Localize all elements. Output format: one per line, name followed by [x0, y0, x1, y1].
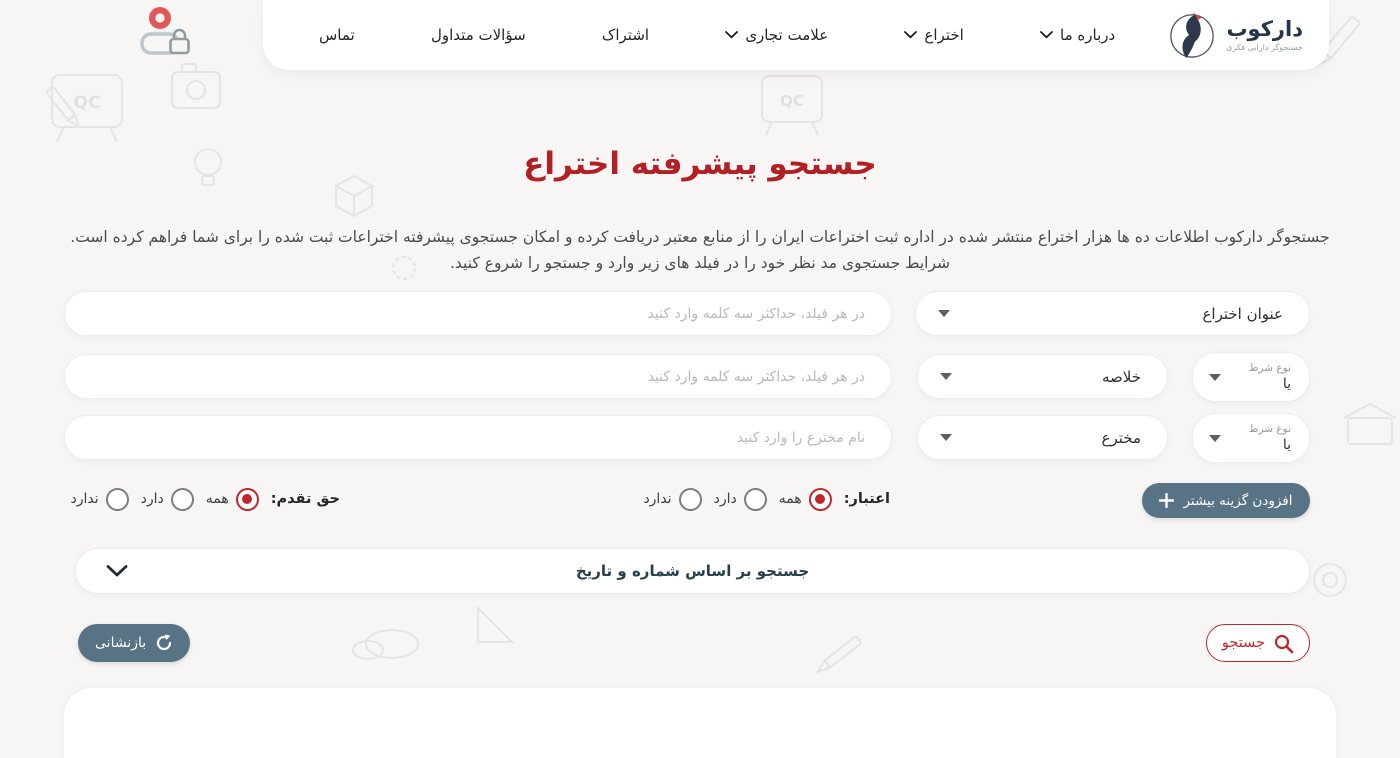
doodle-qc-text: QC: [73, 93, 101, 113]
search-label: جستجو: [1221, 635, 1265, 651]
nav-label-about: درباره ما: [1060, 26, 1116, 44]
condition-label: نوع شرط: [1248, 422, 1291, 435]
doodle-pencil-3: [815, 636, 862, 675]
refresh-icon: [155, 634, 173, 652]
doodle-target: [1314, 564, 1346, 596]
add-more-label: افزودن گزینه بیشتر: [1183, 492, 1293, 509]
validity-option-hasnot[interactable]: [643, 488, 701, 511]
priority-option-all-label: همه: [205, 491, 229, 507]
radio-selected-icon[interactable]: [236, 488, 259, 511]
nav-label-faq: سؤالات متداول: [430, 26, 526, 44]
doodle-cloud: [353, 630, 418, 659]
validity-radio-group: [643, 486, 890, 512]
validity-group-label: اعتبار:: [843, 491, 890, 507]
nav-item-subscription[interactable]: [602, 26, 649, 44]
condition-value: یا: [1282, 437, 1291, 454]
priority-radio-group: [70, 486, 340, 512]
radio-unselected-icon[interactable]: [744, 488, 767, 511]
field-select-abstract-label: خلاصه: [1101, 367, 1141, 386]
dropdown-caret-icon: [1209, 374, 1221, 381]
reset-button[interactable]: [78, 624, 190, 662]
nav-label-contact: تماس: [319, 26, 355, 44]
number-date-toggle-label: جستجو بر اساس شماره و تاریخ: [575, 562, 810, 580]
brand-name: دارکوب: [1226, 16, 1303, 41]
dropdown-caret-icon: [1209, 435, 1221, 442]
condition-value: یا: [1282, 376, 1291, 393]
doodle-camera: [172, 64, 220, 108]
chevron-down-icon: [725, 31, 738, 39]
top-navigation-bar: [263, 0, 1329, 70]
inventor-name-input[interactable]: [64, 415, 892, 460]
doodle-qc-board: [52, 75, 122, 142]
dropdown-caret-icon: [940, 434, 952, 441]
condition-label: نوع شرط: [1248, 361, 1291, 374]
reset-label: بازنشانی: [95, 635, 147, 651]
user-login-icon[interactable]: [133, 4, 195, 64]
validity-option-all-label: همه: [778, 491, 802, 507]
priority-option-has[interactable]: [141, 488, 194, 511]
dropdown-caret-icon: [938, 310, 950, 317]
validity-option-has-label: دارد: [713, 491, 737, 507]
dropdown-caret-icon: [940, 373, 952, 380]
chevron-down-icon: [1040, 31, 1053, 39]
nav-item-trademark[interactable]: [725, 26, 828, 44]
search-button[interactable]: [1206, 624, 1310, 662]
number-date-search-toggle[interactable]: [75, 548, 1310, 594]
condition-select-abstract[interactable]: [1192, 352, 1310, 402]
title-keywords-input[interactable]: [64, 291, 892, 336]
doodle-pencil-2: [46, 86, 82, 129]
nav-item-patent[interactable]: [904, 26, 963, 44]
doodle-cube: [336, 176, 372, 216]
radio-unselected-icon[interactable]: [106, 488, 129, 511]
priority-group-label: حق تقدم:: [270, 491, 340, 507]
page-description: جستجوگر دارکوب اطلاعات ده ها هزار اختراع منتشر شده در اداره ثبت اختراعات ایران را از منابع معتبر دریافت کرده و امکان جستجوی پیشرفته اختراعات ثبت شده را برای شما فراهم کرده است. شرایط جستجوی مد نظر خود را در فیلد های زیر وارد و جستجو را شروع کنید.: [70, 228, 1330, 272]
field-select-abstract[interactable]: [917, 354, 1168, 399]
nav-item-about[interactable]: [1040, 26, 1115, 44]
nav-label-subscription: اشتراک: [601, 26, 650, 44]
validity-option-hasnot-label: ندارد: [643, 491, 672, 507]
abstract-keywords-input[interactable]: [64, 354, 892, 399]
doodle-qc-board-2: [762, 76, 822, 135]
nav-label-patent: اختراع: [924, 26, 964, 44]
woodpecker-logo-icon: [1167, 9, 1217, 61]
priority-option-has-label: دارد: [140, 491, 164, 507]
nav-item-faq[interactable]: [431, 26, 526, 44]
lock-icon: [171, 30, 189, 53]
validity-option-has[interactable]: [714, 488, 767, 511]
radio-unselected-icon[interactable]: [679, 488, 702, 511]
validity-option-all[interactable]: [779, 488, 832, 511]
priority-option-hasnot-label: ندارد: [70, 491, 99, 507]
nav-label-trademark: علامت تجاری: [745, 26, 829, 44]
doodle-building: [1344, 404, 1396, 444]
priority-option-all[interactable]: [206, 488, 259, 511]
radio-unselected-icon[interactable]: [171, 488, 194, 511]
field-select-inventor[interactable]: [917, 415, 1168, 460]
priority-option-hasnot[interactable]: [70, 488, 128, 511]
brand-tagline: جستجوگر دارایی فکری: [1226, 42, 1303, 52]
doodle-qc-text-2: QC: [780, 92, 804, 110]
field-select-title[interactable]: [915, 291, 1310, 336]
add-more-options-button[interactable]: [1142, 483, 1310, 518]
plus-icon: [1159, 493, 1174, 508]
chevron-down-icon: [904, 31, 917, 39]
brand-logo[interactable]: [1167, 9, 1303, 61]
nav-item-contact[interactable]: [319, 26, 355, 44]
chevron-down-icon: [106, 565, 128, 578]
condition-select-inventor[interactable]: [1192, 413, 1310, 463]
field-select-inventor-label: مخترع: [1101, 428, 1141, 447]
results-panel: [64, 688, 1336, 758]
page-title: جستجو پیشرفته اختراع: [523, 146, 877, 182]
radio-selected-icon[interactable]: [809, 488, 832, 511]
field-select-title-label: عنوان اختراع: [1202, 304, 1283, 323]
doodle-ruler: [478, 608, 512, 642]
main-nav: [319, 26, 1115, 44]
search-icon: [1273, 633, 1294, 654]
